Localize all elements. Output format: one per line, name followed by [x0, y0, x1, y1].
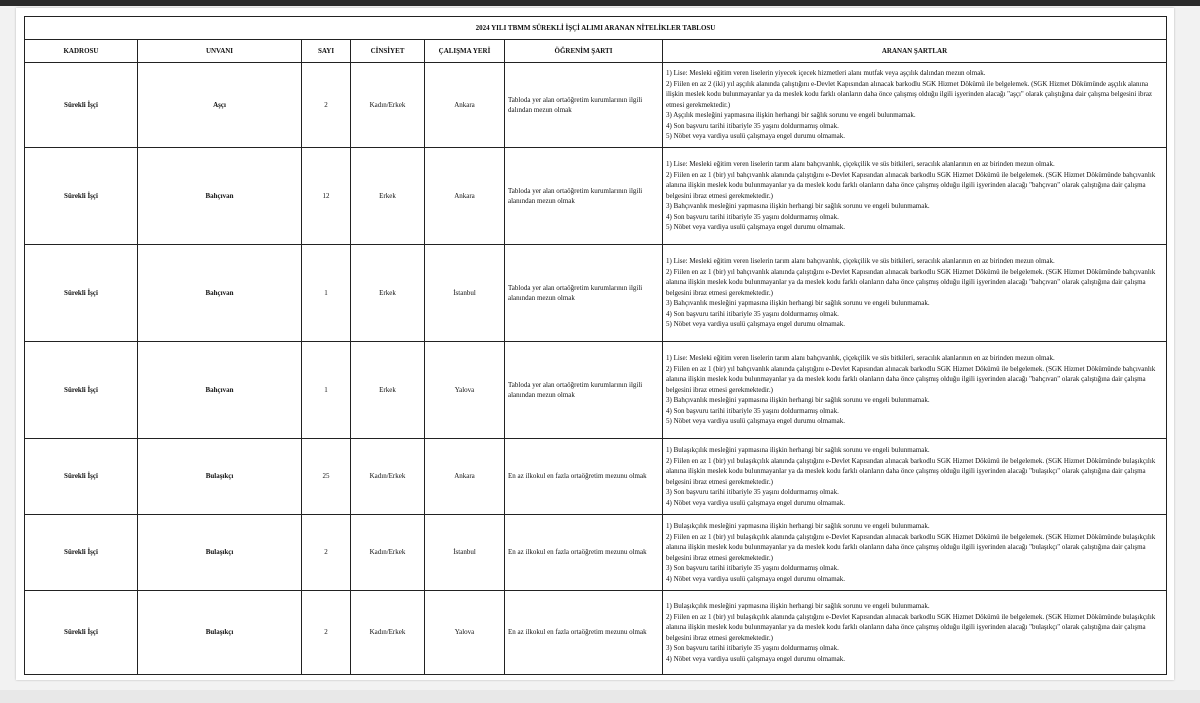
- cell-aranan-sartlar: [663, 439, 1167, 515]
- cell-sayi: 1: [302, 342, 351, 439]
- cell-cinsiyet: Erkek: [351, 342, 425, 439]
- requirement-item: 1) Lise: Mesleki eğitim veren liselerin tarım alanı bahçıvanlık, çiçekçilik ve süs bitkileri, seracılık alanlarının en az birinden mezun olmak.: [666, 257, 1055, 266]
- header-kadrosu: KADROSU: [25, 40, 138, 63]
- requirement-item: 2) Fiilen en az 1 (bir) yıl bulaşıkçılık alanında çalıştığını e-Devlet Kapısından alınacak barkodlu SGK Hizmet Dökümü ile belgelemek. (SGK Hizmet Dökümünde bulaşıkçılık alanına ilişkin meslek kodu bulunmayanlar ya da meslek kodu farklı olanların daha önce çalışmış olduğu ilgili işyerinden alacağı "bulaşıkçı" olarak çalıştığına dair çalışma belgesini ibraz etmesi gerekmektedir.): [666, 532, 1156, 562]
- requirement-item: 5) Nöbet veya vardiya usulü çalışmaya engel durumu olmamak.: [666, 223, 846, 232]
- cell-unvani: Bulaşıkçı: [138, 591, 302, 675]
- requirement-item: 5) Nöbet veya vardiya usulü çalışmaya engel durumu olmamak.: [666, 320, 846, 329]
- cell-aranan-sartlar: [663, 591, 1167, 675]
- cell-unvani: Bahçıvan: [138, 245, 302, 342]
- cell-kadrosu: Sürekli İşçi: [25, 148, 138, 245]
- cell-aranan-sartlar: [663, 148, 1167, 245]
- requirement-item: 4) Son başvuru tarihi itibariyle 35 yaşını doldurmamış olmak.: [666, 309, 839, 318]
- requirement-item: 1) Lise: Mesleki eğitim veren liselerin yiyecek içecek hizmetleri alanı mutfak veya aşçılık dalından mezun olmak.: [666, 69, 986, 78]
- cell-kadrosu: Sürekli İşçi: [25, 515, 138, 591]
- cell-sayi: 12: [302, 148, 351, 245]
- title-row: [25, 17, 1167, 40]
- requirement-item: 3) Son başvuru tarihi itibariyle 35 yaşını doldurmamış olmak.: [666, 564, 839, 572]
- requirement-item: 2) Fiilen en az 1 (bir) yıl bahçıvanlık alanında çalıştığını e-Devlet Kapısından alınacak barkodlu SGK Hizmet Dökümü ile belgelemek. (SGK Hizmet Dökümünde bahçıvanlık alanına ilişkin meslek kodu bulunmayanlar ya da meslek kodu farklı olanların daha önce çalışmış olduğu ilgili işyerinden alacağı "bahçıvan" olarak çalıştığına dair çalışma belgesini ibraz etmesi gerekmektedir.): [666, 364, 1156, 394]
- requirement-item: 4) Son başvuru tarihi itibariyle 35 yaşını doldurmamış olmak.: [666, 121, 839, 130]
- cell-unvani: Bahçıvan: [138, 148, 302, 245]
- cell-cinsiyet: Kadın/Erkek: [351, 591, 425, 675]
- table-row: [25, 515, 1167, 591]
- cell-unvani: Bulaşıkçı: [138, 439, 302, 515]
- table-row: [25, 63, 1167, 148]
- table-row: [25, 591, 1167, 675]
- header-row: [25, 40, 1167, 63]
- requirement-item: 2) Fiilen en az 1 (bir) yıl bahçıvanlık alanında çalıştığını e-Devlet Kapısından alınacak barkodlu SGK Hizmet Dökümü ile belgelemek. (SGK Hizmet Dökümünde bahçıvanlık alanına ilişkin meslek kodu bulunmayanlar ya da meslek kodu farklı olanların daha önce çalışmış olduğu ilgili işyerinden alacağı "bahçıvan" olarak çalıştığına dair çalışma belgesini ibraz etmesi gerekmektedir.): [666, 170, 1156, 200]
- requirement-item: 5) Nöbet veya vardiya usulü çalışmaya engel durumu olmamak.: [666, 417, 846, 426]
- cell-cinsiyet: Erkek: [351, 245, 425, 342]
- requirement-item: 3) Aşçılık mesleğini yapmasına ilişkin herhangi bir sağlık sorunu ve engeli bulunmamak.: [666, 111, 916, 120]
- header-sayi: SAYI: [302, 40, 351, 63]
- cell-calisma-yeri: İstanbul: [425, 245, 505, 342]
- cell-sayi: 2: [302, 591, 351, 675]
- cell-calisma-yeri: Ankara: [425, 148, 505, 245]
- cell-sayi: 2: [302, 515, 351, 591]
- requirements-table: [24, 16, 1167, 675]
- header-ogrenim: ÖĞRENİM ŞARTI: [505, 40, 663, 63]
- cell-ogrenim: Tabloda yer alan ortaöğretim kurumlarının ilgili dalından mezun olmak: [505, 63, 663, 148]
- cell-kadrosu: Sürekli İşçi: [25, 591, 138, 675]
- requirement-item: 4) Son başvuru tarihi itibariyle 35 yaşını doldurmamış olmak.: [666, 406, 839, 415]
- table-row: [25, 245, 1167, 342]
- requirement-item: 3) Bahçıvanlık mesleğini yapmasına ilişkin herhangi bir sağlık sorunu ve engeli bulunmamak.: [666, 396, 930, 405]
- header-sartlar: ARANAN ŞARTLAR: [663, 40, 1167, 63]
- header-cinsiyet: CİNSİYET: [351, 40, 425, 63]
- cell-aranan-sartlar: [663, 342, 1167, 439]
- table-row: [25, 148, 1167, 245]
- cell-calisma-yeri: Yalova: [425, 342, 505, 439]
- header-calisma-yeri: ÇALIŞMA YERİ: [425, 40, 505, 63]
- cell-ogrenim: Tabloda yer alan ortaöğretim kurumlarının ilgili alanından mezun olmak: [505, 245, 663, 342]
- viewer-bottom-bar: [0, 690, 1200, 703]
- cell-unvani: Aşçı: [138, 63, 302, 148]
- table-row: [25, 342, 1167, 439]
- cell-kadrosu: Sürekli İşçi: [25, 439, 138, 515]
- requirement-item: 3) Bahçıvanlık mesleğini yapmasına ilişkin herhangi bir sağlık sorunu ve engeli bulunmamak.: [666, 299, 930, 308]
- requirement-item: 4) Nöbet veya vardiya usulü çalışmaya engel durumu olmamak.: [666, 498, 846, 507]
- requirement-item: 2) Fiilen en az 1 (bir) yıl bulaşıkçılık alanında çalıştığını e-Devlet Kapısından alınacak barkodlu SGK Hizmet Dökümü ile belgelemek. (SGK Hizmet Dökümünde bulaşıkçılık alanına ilişkin meslek kodu bulunmayanlar ya da meslek kodu farklı olanların daha önce çalışmış olduğu ilgili işyerinden alacağı "bulaşıkçı" olarak çalıştığına dair çalışma belgesini ibraz etmesi gerekmektedir.): [666, 612, 1156, 642]
- cell-calisma-yeri: İstanbul: [425, 515, 505, 591]
- cell-unvani: Bulaşıkçı: [138, 515, 302, 591]
- requirement-item: 4) Nöbet veya vardiya usulü çalışmaya engel durumu olmamak.: [666, 654, 846, 663]
- cell-kadrosu: Sürekli İşçi: [25, 245, 138, 342]
- requirement-item: 3) Son başvuru tarihi itibariyle 35 yaşını doldurmamış olmak.: [666, 644, 839, 652]
- cell-aranan-sartlar: [663, 515, 1167, 591]
- cell-ogrenim: En az ilkokul en fazla ortaöğretim mezunu olmak: [505, 591, 663, 675]
- cell-sayi: 2: [302, 63, 351, 148]
- requirement-item: 1) Bulaşıkçılık mesleğini yapmasına ilişkin herhangi bir sağlık sorunu ve engeli bulunmamak.: [666, 602, 930, 610]
- requirement-item: 1) Lise: Mesleki eğitim veren liselerin tarım alanı bahçıvanlık, çiçekçilik ve süs bitkileri, seracılık alanlarının en az birinden mezun olmak.: [666, 160, 1055, 169]
- document-page: [16, 8, 1174, 680]
- requirement-item: 1) Bulaşıkçılık mesleğini yapmasına ilişkin herhangi bir sağlık sorunu ve engeli bulunmamak.: [666, 522, 930, 530]
- cell-aranan-sartlar: [663, 63, 1167, 148]
- requirement-item: 3) Son başvuru tarihi itibariyle 35 yaşını doldurmamış olmak.: [666, 488, 839, 496]
- table-row: [25, 439, 1167, 515]
- requirement-item: 5) Nöbet veya vardiya usulü çalışmaya engel durumu olmamak.: [666, 132, 846, 141]
- cell-ogrenim: En az ilkokul en fazla ortaöğretim mezunu olmak: [505, 439, 663, 515]
- cell-cinsiyet: Kadın/Erkek: [351, 439, 425, 515]
- requirement-item: 2) Fiilen en az 2 (iki) yıl aşçılık alanında çalıştığını e-Devlet Kapısından alınacak barkodlu SGK Hizmet Dökümü ile belgelemek. (SGK Hizmet Dökümünde aşçılık alanına ilişkin meslek kodu bulunmayanlar ya da meslek kodu farklı olanların daha önce çalışmış olduğu ilgili işyerinden alacağı "aşçı" olarak çalıştığına dair çalışma belgesini ibraz etmesi gerekmektedir.): [666, 79, 1153, 109]
- header-unvani: UNVANI: [138, 40, 302, 63]
- requirement-item: 2) Fiilen en az 1 (bir) yıl bahçıvanlık alanında çalıştığını e-Devlet Kapısından alınacak barkodlu SGK Hizmet Dökümü ile belgelemek. (SGK Hizmet Dökümünde bahçıvanlık alanına ilişkin meslek kodu bulunmayanlar ya da meslek kodu farklı olanların daha önce çalışmış olduğu ilgili işyerinden alacağı "bahçıvan" olarak çalıştığına dair çalışma belgesini ibraz etmesi gerekmektedir.): [666, 267, 1156, 297]
- requirement-item: 1) Lise: Mesleki eğitim veren liselerin tarım alanı bahçıvanlık, çiçekçilik ve süs bitkileri, seracılık alanlarının en az birinden mezun olmak.: [666, 354, 1055, 363]
- cell-sayi: 25: [302, 439, 351, 515]
- requirement-item: 3) Bahçıvanlık mesleğini yapmasına ilişkin herhangi bir sağlık sorunu ve engeli bulunmamak.: [666, 202, 930, 211]
- cell-aranan-sartlar: [663, 245, 1167, 342]
- cell-ogrenim: En az ilkokul en fazla ortaöğretim mezunu olmak: [505, 515, 663, 591]
- cell-kadrosu: Sürekli İşçi: [25, 63, 138, 148]
- cell-calisma-yeri: Yalova: [425, 591, 505, 675]
- requirement-item: 1) Bulaşıkçılık mesleğini yapmasına ilişkin herhangi bir sağlık sorunu ve engeli bulunmamak.: [666, 446, 930, 454]
- requirement-item: 4) Nöbet veya vardiya usulü çalışmaya engel durumu olmamak.: [666, 574, 846, 583]
- table-title: 2024 YILI TBMM SÜREKLİ İŞÇİ ALIMI ARANAN NİTELİKLER TABLOSU: [25, 17, 1167, 40]
- cell-cinsiyet: Kadın/Erkek: [351, 63, 425, 148]
- cell-calisma-yeri: Ankara: [425, 439, 505, 515]
- cell-unvani: Bahçıvan: [138, 342, 302, 439]
- cell-kadrosu: Sürekli İşçi: [25, 342, 138, 439]
- requirement-item: 4) Son başvuru tarihi itibariyle 35 yaşını doldurmamış olmak.: [666, 212, 839, 221]
- cell-ogrenim: Tabloda yer alan ortaöğretim kurumlarının ilgili alanından mezun olmak: [505, 148, 663, 245]
- viewer-top-bar: [0, 0, 1200, 6]
- cell-ogrenim: Tabloda yer alan ortaöğretim kurumlarının ilgili alanından mezun olmak: [505, 342, 663, 439]
- cell-cinsiyet: Kadın/Erkek: [351, 515, 425, 591]
- cell-cinsiyet: Erkek: [351, 148, 425, 245]
- requirement-item: 2) Fiilen en az 1 (bir) yıl bulaşıkçılık alanında çalıştığını e-Devlet Kapısından alınacak barkodlu SGK Hizmet Dökümü ile belgelemek. (SGK Hizmet Dökümünde bulaşıkçılık alanına ilişkin meslek kodu bulunmayanlar ya da meslek kodu farklı olanların daha önce çalışmış olduğu ilgili işyerinden alacağı "bulaşıkçı" olarak çalıştığına dair çalışma belgesini ibraz etmesi gerekmektedir.): [666, 456, 1156, 486]
- cell-sayi: 1: [302, 245, 351, 342]
- cell-calisma-yeri: Ankara: [425, 63, 505, 148]
